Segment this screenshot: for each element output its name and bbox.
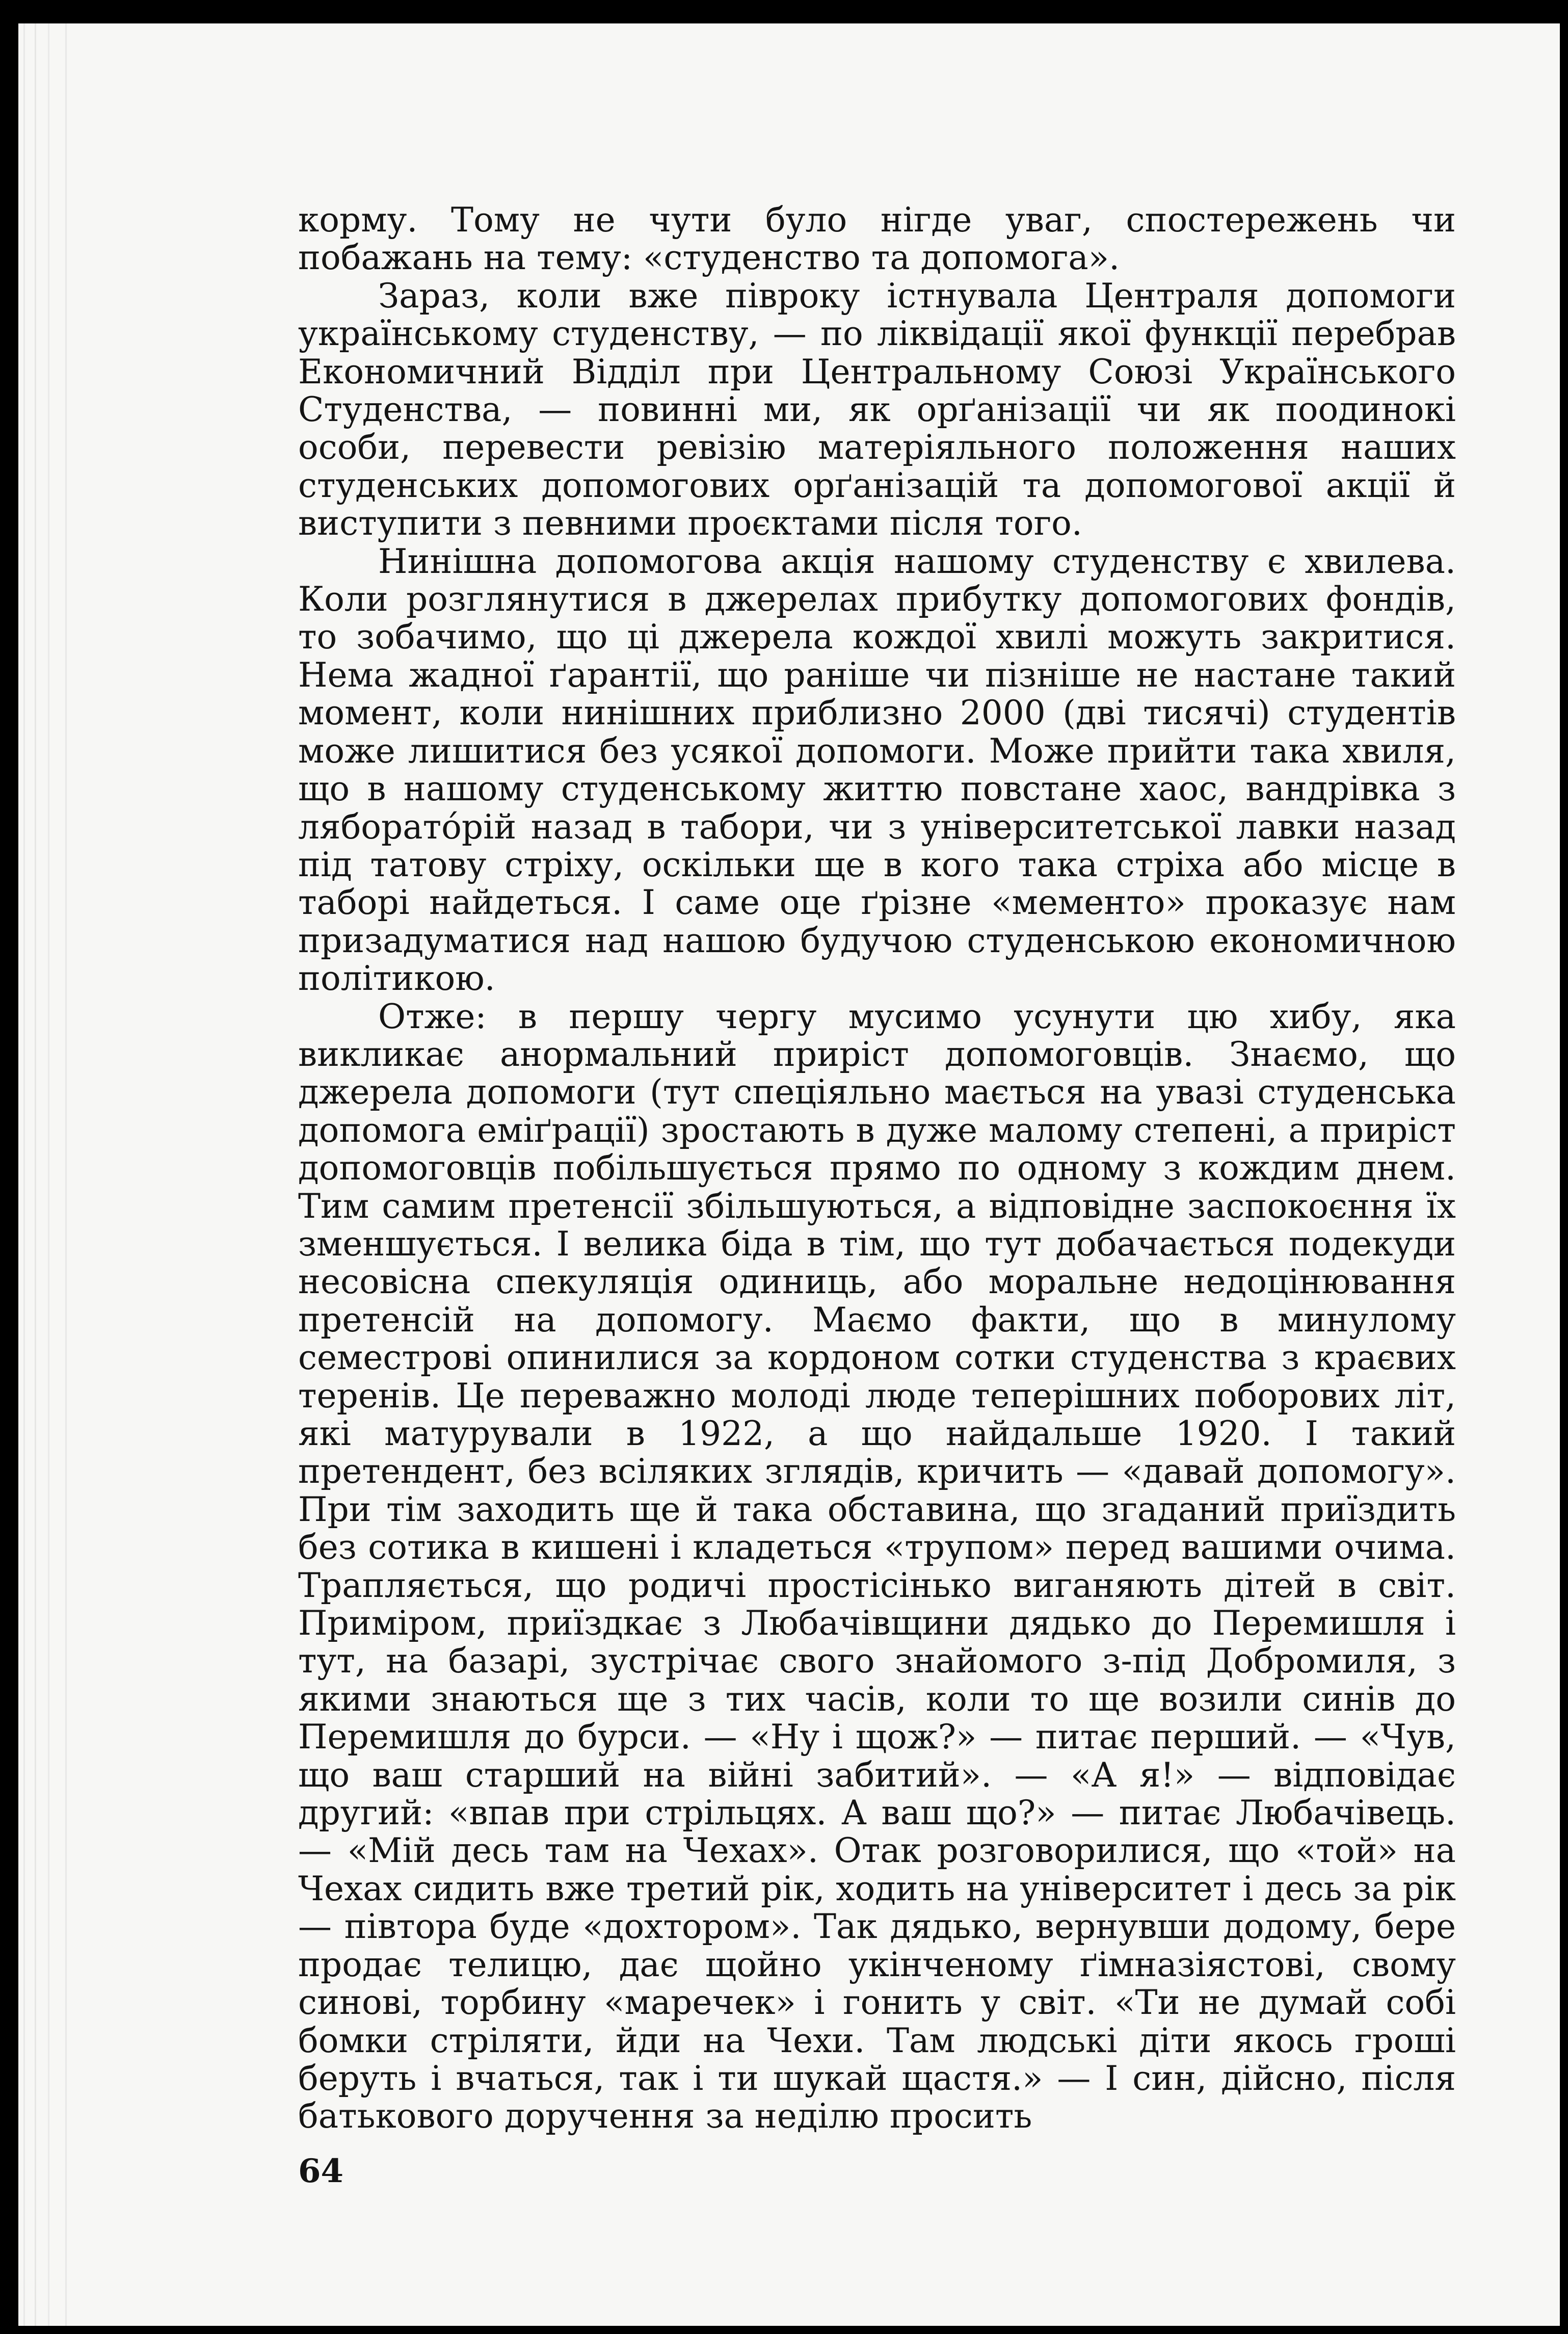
paragraph-1: корму. Тому не чути було нігде уваг, спостережень чи побажань на тему: «студенство та допомога». bbox=[298, 200, 1456, 278]
page-number: 64 bbox=[298, 2152, 344, 2190]
body-text bbox=[298, 201, 1456, 2136]
page-stack-edges bbox=[23, 23, 85, 2326]
paragraph-2: Зараз, коли вже півроку істнувала Централя допомоги українському студенству, — по ліквідації якої функції перебрав Економичний Відділ при Центральному Союзі Українського Студенства, — повинні ми, як орґанізації чи як поодинокі особи, перевести ревізію матеріяльного положення наших студенських допомогових орґанізацій та допомогової акції й виступити з певними проєктами після того. bbox=[298, 276, 1456, 543]
paragraph-3: Нинішна допомогова акція нашому студенству є хвилева. Коли розглянутися в джерелах прибутку допомогових фондів, то зобачимо, що ці джерела кождої хвилі можуть закритися. Нема жадної ґарантії, що раніше чи пізніше не настане такий момент, коли нинішних приблизно 2000 (дві тисячі) студентів може лишитися без усякої допомоги. Може прийти така хвиля, що в нашому студенському життю повстане хаос, вандрівка з ляборато́рій назад в табори, чи з університетської лавки назад під татову стріху, оскільки ще в кого така стріха або місце в таборі найдеться. І саме оце ґрізне «мементо» проказує нам призадуматися над нашою будучою студенською економичною політикою. bbox=[298, 541, 1456, 999]
paragraph-4: Отже: в першу чергу мусимо усунути цю хибу, яка викликає анормальний приріст допомоговців. Знаємо, що джерела допомоги (тут спеціяльно мається на увазі студенська допомога еміґрації) зростають в дуже малому степені, а приріст допомоговців побільшується прямо по одному з кождим днем. Тим самим претенсії збільшуються, а відповідне заспокоєння їх зменшується. І велика біда в тім, що тут добачається подекуди несовісна спекуляція одиниць, або моральне недоцінювання претенсій на допомогу. Маємо факти, що в минулому семестрові опинилися за кордоном сотки студенства з краєвих теренів. Це переважно молоді люде теперішних поборових літ, які матурували в 1922, а що найдальше 1920. І такий претендент, без всіляких зглядів, кричить — «давай допомогу». При тім заходить ще й така обставина, що згаданий приїздить без сотика в кишені і кладеться «трупом» перед вашими очима. Трапляється, що родичі простісінько виганяють дітей в світ. Приміром, приїздкає з Любачівщини дядько до Перемишля і тут, на базарі, зустрічає свого знайомого з-під Добромиля, з якими знаються ще з тих часів, коли то ще возили синів до Перемишля до бурси. — «Ну і щож?» — питає перший. — «Чув, що ваш старший на війні забитий». — «А я!» — відповідає другий: «впав при стрільцях. А ваш що?» — питає Любачівець. — «Мій десь там на Чехах». Отак розговорилися, що «той» на Чехах сидить вже третий рік, ходить на університет і десь за рік — півтора буде «дохтором». Так дядько, вернувши додому, бере продає телицю, дає щойно укінченому ґімназіястові, свому синові, торбину «маречек» і гонить у світ. «Ти не думай собі бомки стріляти, йди на Чехи. Там людські діти якось гроші беруть і вчаться, так і ти шукай щастя.» — І син, дійсно, після батькового доручення за неділю просить bbox=[298, 996, 1456, 2136]
